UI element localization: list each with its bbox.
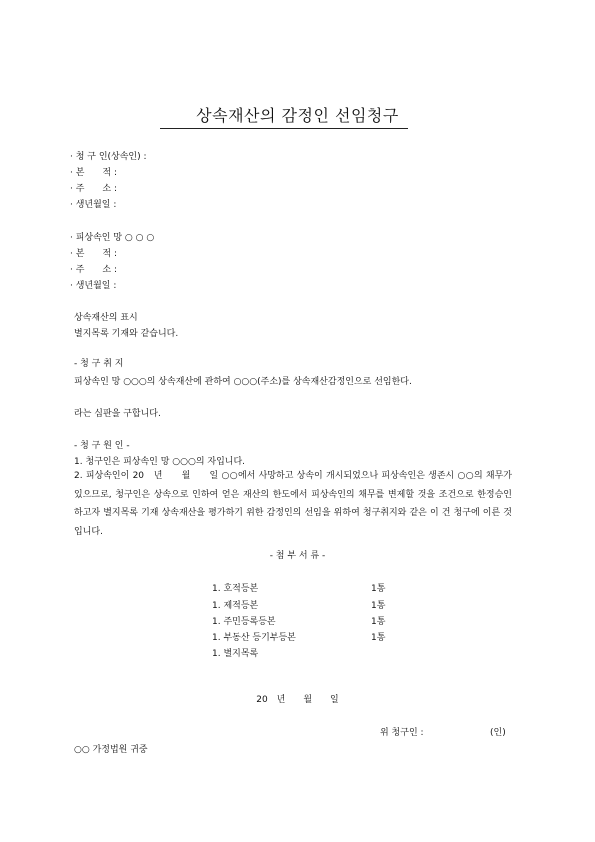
claimant-address: · 주 소 : <box>70 184 118 194</box>
cause-heading: - 청 구 원 인 - <box>74 441 130 451</box>
decedent-registry: · 본 적 : <box>70 249 118 259</box>
seal-mark: (인) <box>490 728 506 738</box>
cause-item-1: 1. 청구인은 피상속인 망 ○○○의 자입니다. <box>74 457 246 467</box>
decedent-address: · 주 소 : <box>70 265 118 275</box>
purpose-text: 피상속인 망 ○○○의 상속재산에 관하여 ○○○(주소)를 상속재산감정인으로 선임한다. <box>74 377 412 387</box>
attachment-qty: 1통 <box>371 633 386 643</box>
attachment-name: 1. 부동산 등기부등본 <box>212 633 296 643</box>
purpose-heading: - 청 구 취 지 <box>74 359 124 369</box>
attachments-heading: - 첨 부 서 류 - <box>269 551 326 561</box>
decedent-header: · 피상속인 망 ○ ○ ○ <box>70 233 155 243</box>
purpose-closing: 라는 심판을 구합니다. <box>74 409 161 419</box>
cause-item-2: 2. 피상속인이 20 년 월 일 ○○에서 사망하고 상속이 개시되었으나 피상속인은 생존시 ○○의 채무가 있으므로, 청구인은 상속으로 인하여 얻은 재산의 한도에서 피상속인의 채무를 변제할 것을 조건으로 한정승인 하고자 별지목록 기재 상속재산을 평가하기 위한 감정인의 선임을 위하여 청구취지와 같은 이 건 청구에 이른 것입니다. <box>74 471 512 537</box>
estate-heading: 상속재산의 표시 <box>74 313 138 323</box>
claimant-header: · 청 구 인(상속인) : <box>70 152 147 162</box>
attachment-name: 1. 제적등본 <box>212 601 259 611</box>
attachment-name: 1. 주민등록등본 <box>212 617 276 627</box>
claimant-registry: · 본 적 : <box>70 168 118 178</box>
claimant-birth: · 생년월일 : <box>70 200 117 210</box>
signature-label: 위 청구인 : <box>380 728 424 738</box>
court-addressee: ○○ 가정법원 귀중 <box>74 745 148 755</box>
estate-text: 별지목록 기재와 같습니다. <box>74 329 179 339</box>
attachment-qty: 1통 <box>371 601 386 611</box>
attachment-name: 1. 별지목록 <box>212 649 259 659</box>
title-underline <box>160 128 408 129</box>
decedent-birth: · 생년월일 : <box>70 281 117 291</box>
attachment-name: 1. 호적등본 <box>212 584 259 594</box>
document-title: 상속재산의 감정인 선임청구 <box>196 106 399 125</box>
attachment-qty: 1통 <box>371 617 386 627</box>
attachment-qty: 1통 <box>371 584 386 594</box>
filing-date: 20 년 월 일 <box>256 695 339 705</box>
